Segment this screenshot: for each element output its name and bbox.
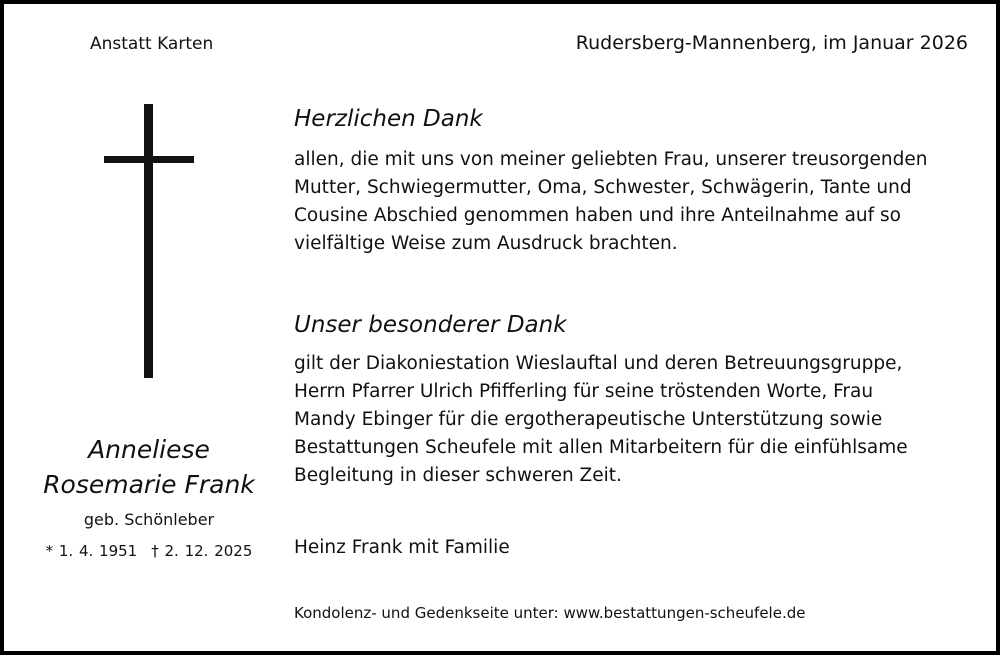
section2-line: Herrn Pfarrer Ulrich Pfifferling für seine tröstenden Worte, Frau bbox=[294, 381, 874, 402]
section1-line: vielfältige Weise zum Ausdruck brachten. bbox=[294, 233, 678, 254]
notice-label: Anstatt Karten bbox=[90, 34, 214, 54]
deceased-name-line1: Anneliese bbox=[88, 435, 210, 464]
section2-heading: Unser besonderer Dank bbox=[294, 312, 567, 338]
section2-line: Bestattungen Scheufele mit allen Mitarbeitern für die einfühlsame bbox=[294, 437, 908, 458]
birth-date: * 1. 4. 1951 bbox=[45, 542, 138, 560]
place-date: Rudersberg-Mannenberg, im Januar 2026 bbox=[575, 32, 968, 54]
section1-line: Cousine Abschied genommen haben und ihre Anteilnahme auf so bbox=[294, 205, 901, 226]
section1-heading: Herzlichen Dank bbox=[294, 106, 483, 132]
maiden-name: geb. Schönleber bbox=[83, 510, 215, 529]
section2-line: Mandy Ebinger für die ergotherapeutische Unterstützung sowie bbox=[294, 409, 883, 430]
section1-line: Mutter, Schwiegermutter, Oma, Schwester, Schwägerin, Tante und bbox=[294, 177, 912, 198]
condolence-link-text: Kondolenz- und Gedenkseite unter: www.bestattungen-scheufele.de bbox=[294, 604, 806, 622]
section2-text bbox=[294, 350, 974, 490]
life-dates bbox=[24, 542, 274, 560]
deceased-name-line2: Rosemarie Frank bbox=[43, 470, 255, 499]
deceased-name bbox=[24, 432, 274, 502]
section1-text bbox=[294, 146, 974, 258]
section2-line: Begleitung in dieser schweren Zeit. bbox=[294, 465, 622, 486]
death-date: † 2. 12. 2025 bbox=[151, 542, 253, 560]
section1-line: allen, die mit uns von meiner geliebten Frau, unserer treusorgenden bbox=[294, 149, 928, 170]
cross-icon bbox=[104, 104, 194, 378]
signature: Heinz Frank mit Familie bbox=[294, 537, 510, 558]
section2-line: gilt der Diakoniestation Wieslauftal und deren Betreuungsgruppe, bbox=[294, 353, 903, 374]
